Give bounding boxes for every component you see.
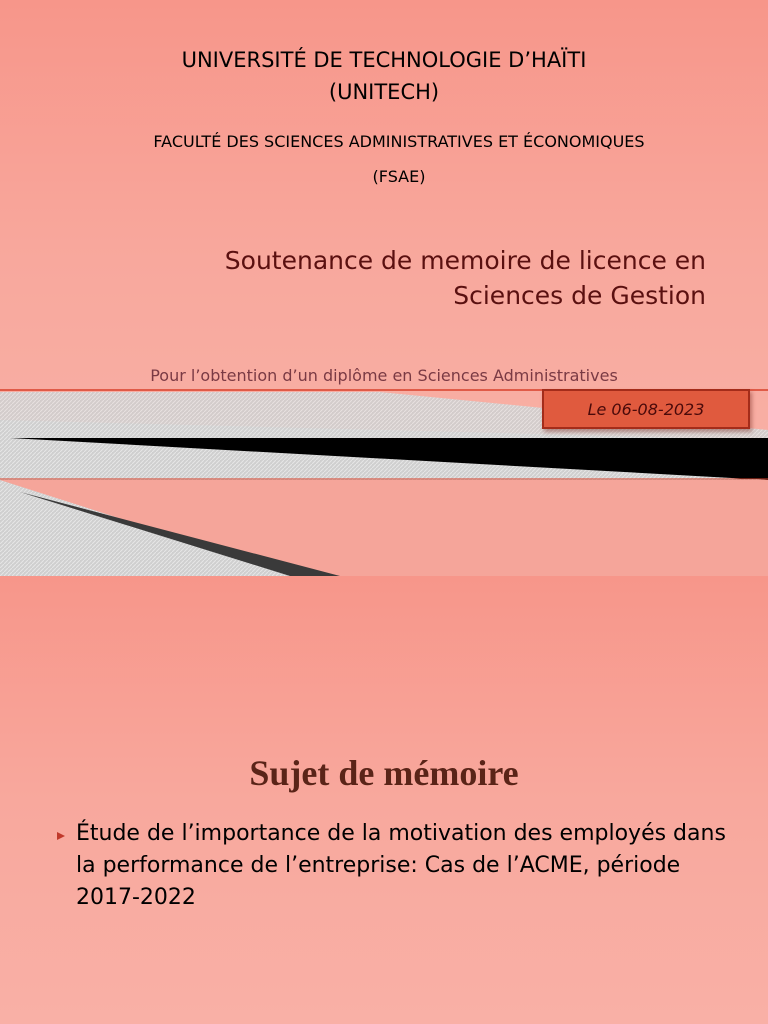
university-name-line2: (UNITECH): [328, 80, 440, 104]
triangle-bullet-icon: [56, 818, 76, 914]
university-name-line1: UNIVERSITÉ DE TECHNOLOGIE D’HAÏTI: [181, 48, 587, 72]
topic-title: Sujet de mémoire: [249, 753, 519, 793]
topic-slide: [0, 576, 768, 1024]
date-box: [542, 389, 750, 429]
diploma-subtitle: Pour l’obtention d’un diplôme en Sciences Administratives: [150, 366, 618, 385]
presentation-title: [86, 243, 706, 313]
topic-bullet: [56, 818, 736, 914]
presentation-title-line1: Soutenance de memoire de licence en: [224, 246, 706, 275]
faculty-name: FACULTÉ DES SCIENCES ADMINISTRATIVES ET ÉCONOMIQUES: [153, 132, 645, 151]
topic-bullet-text: Étude de l’importance de la motivation des employés dans la performance de l’entreprise: Cas de l’ACME, période 2017-2022: [76, 821, 726, 910]
university-name: [0, 44, 768, 108]
faculty-abbreviation: (FSAE): [372, 167, 426, 186]
date-label: Le 06-08-2023: [587, 399, 705, 419]
presentation-title-line2: Sciences de Gestion: [453, 281, 706, 310]
